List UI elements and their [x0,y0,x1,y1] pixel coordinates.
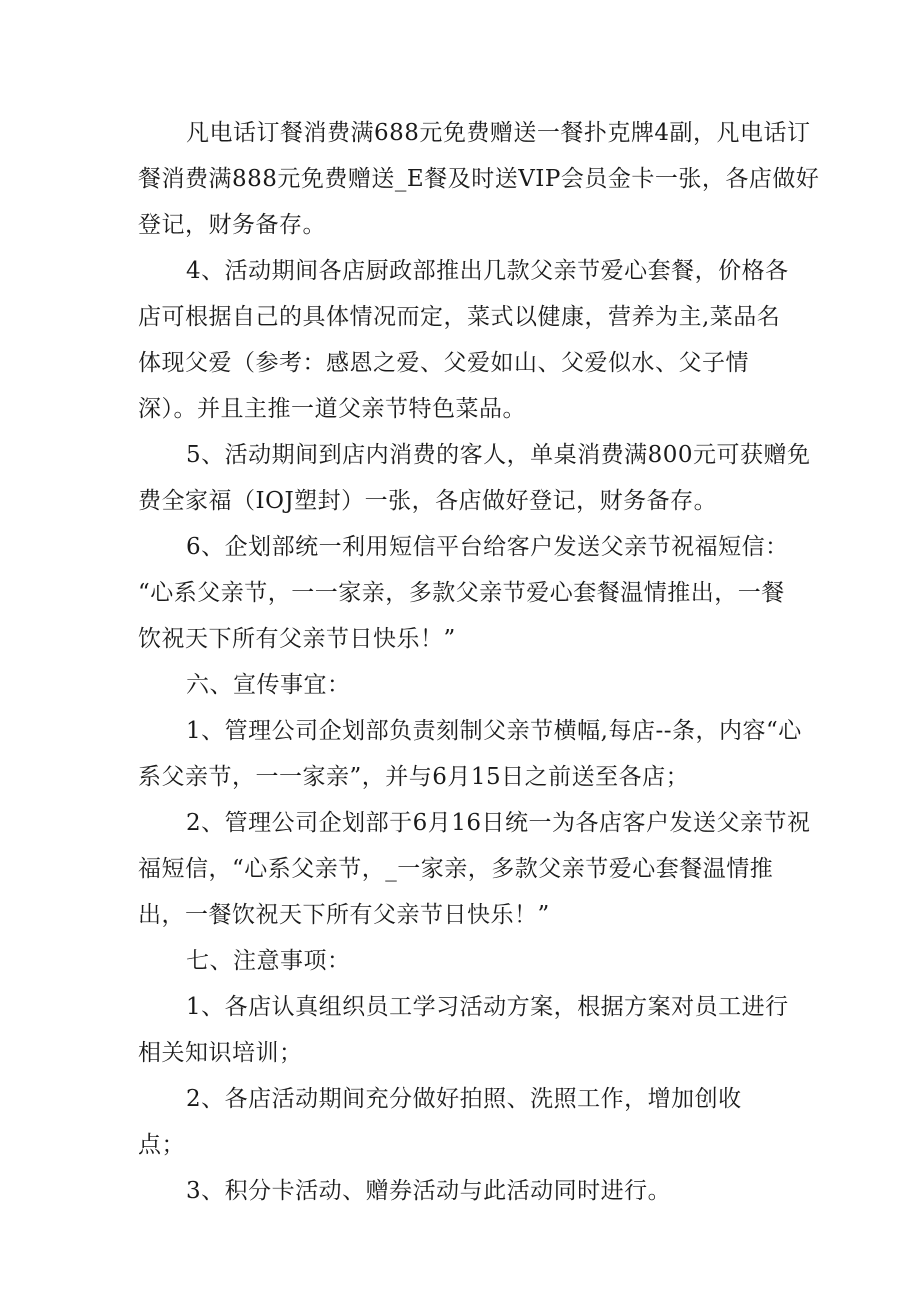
text-line: 六、宣传事宜： [186,672,351,698]
paragraph-item-6 [138,524,788,662]
paragraph-notes-2 [138,1076,788,1168]
paragraph-item-5 [138,432,811,524]
text-line: “心系父亲节，一一家亲，多款父亲节爱心套餐温情推出，一餐 [138,580,785,606]
text-line: 深）。并且主推一道父亲节特色菜品。 [138,396,526,422]
text-line: 登记，财务备存。 [138,212,326,238]
text-line: 七、注意事项： [186,948,351,974]
text-line: 饮祝天下所有父亲节日快乐！” [138,626,456,652]
paragraph-publicity-1 [138,708,802,800]
text-line: 点； [138,1132,185,1158]
text-line: 4、活动期间各店厨政部推出几款父亲节爱心套餐，价格各 [186,258,789,284]
text-line: 凡电话订餐消费满688元免费赠送一餐扑克牌4副，凡电话订 [186,120,811,146]
paragraph-publicity-2 [138,800,811,938]
paragraph-phone-order-gift [138,110,820,248]
section-heading-notes [138,938,788,984]
text-line: 1、管理公司企划部负责刻制父亲节横幅,每店--条，内容“心 [186,718,802,744]
text-line: 出，一餐饮祝天下所有父亲节日快乐！” [138,902,550,928]
text-line: 6、企划部统一利用短信平台给客户发送父亲节祝福短信： [186,534,789,560]
text-line: 系父亲节，一一家亲”，并与6月15日之前送至各店； [138,764,690,790]
text-line: 店可根据自己的具体情况而定，菜式以健康，营养为主,菜品名 [138,304,781,330]
text-line: 5、活动期间到店内消费的客人，单桌消费满800元可获赠免 [186,442,811,468]
document-body [138,110,820,1214]
paragraph-notes-3 [138,1168,788,1214]
section-heading-publicity [138,662,788,708]
text-line: 福短信，“心系父亲节，_一家亲，多款父亲节爱心套餐温情推 [138,856,774,882]
text-line: 2、管理公司企划部于6月16日统一为各店客户发送父亲节祝 [186,810,811,836]
text-line: 3、积分卡活动、赠券活动与此活动同时进行。 [186,1178,672,1204]
text-line: 体现父爱（参考：感恩之爱、父爱如山、父爱似水、父子情 [138,350,749,376]
text-line: 费全家福（IOJ塑封）一张，各店做好登记，财务备存。 [138,488,718,514]
text-line: 相关知识培训； [138,1040,303,1066]
paragraph-item-4 [138,248,788,432]
paragraph-notes-1 [138,984,788,1076]
text-line: 2、各店活动期间充分做好拍照、洗照工作，增加创收 [186,1086,742,1112]
text-line: 1、各店认真组织员工学习活动方案，根据方案对员工进行 [186,994,789,1020]
text-line: 餐消费满888元免费赠送_E餐及时送VIP会员金卡一张，各店做好 [138,166,820,192]
